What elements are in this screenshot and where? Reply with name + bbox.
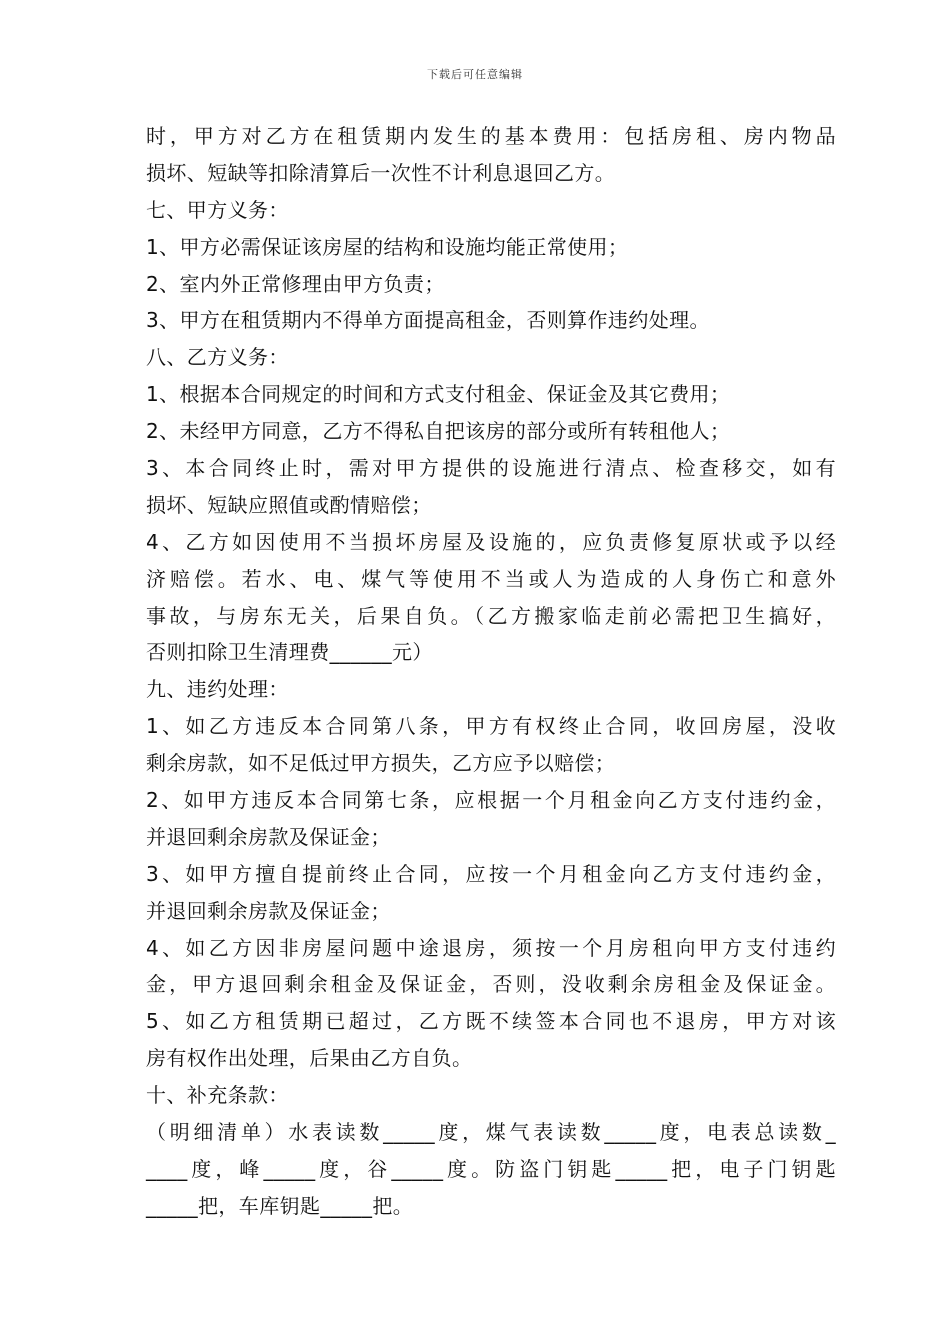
text-line: 3、本合同终止时，需对甲方提供的设施进行清点、检查移交，如有 <box>146 456 836 481</box>
text-line: 3、如甲方擅自提前终止合同，应按一个月租金向乙方支付违约金， <box>146 861 836 886</box>
text-line: 1、根据本合同规定的时间和方式支付租金、保证金及其它费用； <box>146 382 731 407</box>
text-line: 时，甲方对乙方在租赁期内发生的基本费用：包括房租、房内物品 <box>146 124 836 148</box>
text-line: 事故，与房东无关，后果自负。（乙方搬家临走前必需把卫生搞好， <box>146 603 836 628</box>
text-line: 损坏、短缺应照值或酌情赔偿； <box>146 492 432 517</box>
text-line: 2、如甲方违反本合同第七条，应根据一个月租金向乙方支付违约金， <box>146 788 836 813</box>
text-line: 损坏、短缺等扣除清算后一次性不计利息退回乙方。 <box>146 160 616 185</box>
text-line: ____度，峰_____度，谷_____度。防盗门钥匙_____把，电子门钥匙 <box>146 1156 836 1181</box>
text-line: 九、违约处理： <box>146 677 289 702</box>
text-line: 1、如乙方违反本合同第八条，甲方有权终止合同，收回房屋，没收 <box>146 714 836 739</box>
text-line: 并退回剩余房款及保证金； <box>146 824 391 849</box>
text-line: 1、甲方必需保证该房屋的结构和设施均能正常使用； <box>146 234 629 259</box>
text-line: 4、乙方如因使用不当损坏房屋及设施的，应负责修复原状或予以经 <box>146 529 836 554</box>
text-line: 4、如乙方因非房屋问题中途退房，须按一个月房租向甲方支付违约 <box>146 935 836 960</box>
text-line: （明细清单）水表读数_____度，煤气表读数_____度，电表总读数_ <box>146 1120 836 1145</box>
page-header-note: 下载后可任意编辑 <box>427 68 523 81</box>
text-line: _____把，车库钥匙_____把。 <box>146 1193 414 1218</box>
text-line: 并退回剩余房款及保证金； <box>146 898 391 923</box>
text-line: 七、甲方义务： <box>146 197 289 222</box>
text-line: 八、乙方义务： <box>146 345 289 370</box>
text-line: 剩余房款，如不足低过甲方损失，乙方应予以赔偿； <box>146 751 616 776</box>
text-line: 2、室内外正常修理由甲方负责； <box>146 271 445 296</box>
text-line: 3、甲方在租赁期内不得单方面提高租金，否则算作违约处理。 <box>146 308 710 333</box>
document-body <box>146 118 836 1225</box>
text-line: 5、如乙方租赁期已超过，乙方既不续签本合同也不退房，甲方对该 <box>146 1009 836 1034</box>
text-line: 济赔偿。若水、电、煤气等使用不当或人为造成的人身伤亡和意外 <box>146 566 836 591</box>
text-line: 十、补充条款： <box>146 1083 289 1108</box>
text-line: 否则扣除卫生清理费______元） <box>146 640 433 665</box>
text-line: 房有权作出处理，后果由乙方自负。 <box>146 1046 473 1071</box>
text-line: 金，甲方退回剩余租金及保证金，否则，没收剩余房租金及保证金。 <box>146 972 836 997</box>
text-line: 2、未经甲方同意，乙方不得私自把该房的部分或所有转租他人； <box>146 419 731 444</box>
